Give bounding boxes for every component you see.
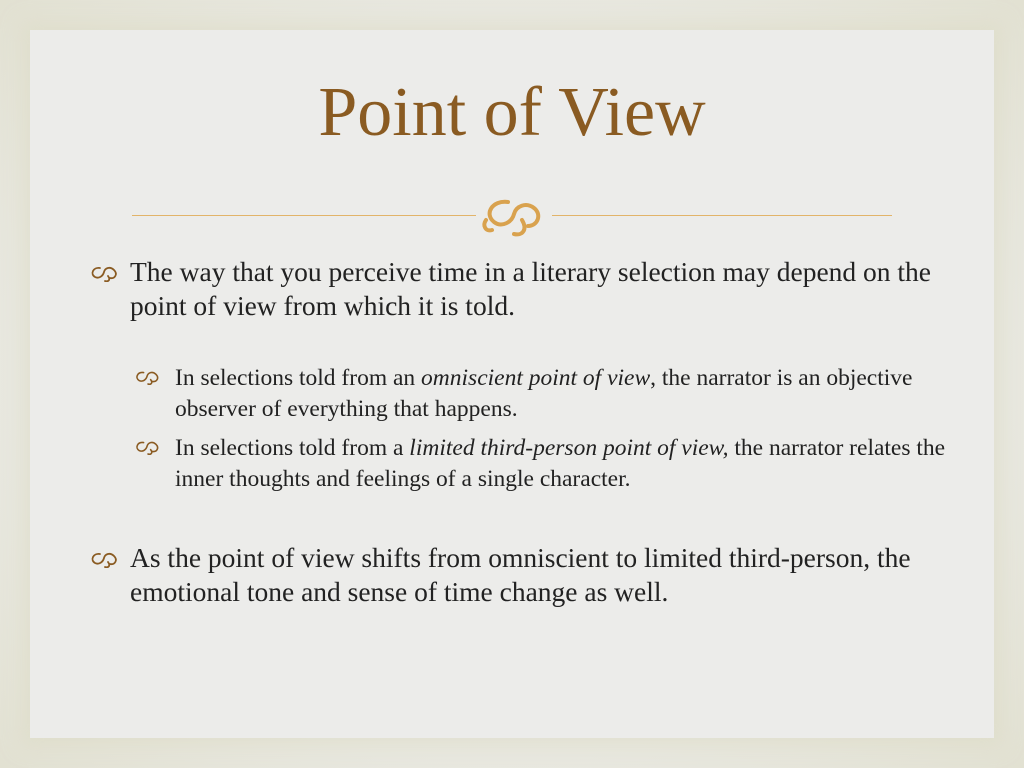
sub-bullet-emphasis: limited third-person point of view, bbox=[409, 435, 729, 461]
sub-bullet-emphasis: omniscient point of view bbox=[421, 365, 651, 391]
curlicue-bullet-icon bbox=[133, 369, 163, 385]
sub-bullet-text-prefix: In selections told from a bbox=[175, 435, 410, 461]
bullet-item bbox=[88, 541, 948, 609]
divider-rule-right bbox=[552, 215, 892, 216]
divider-rule-left bbox=[132, 215, 476, 216]
bullet-text: The way that you perceive time in a literary selection may depend on the point of view from which it is told. bbox=[130, 256, 932, 321]
curlicue-bullet-icon bbox=[133, 439, 163, 455]
bullet-item bbox=[88, 255, 948, 323]
title-divider bbox=[132, 192, 892, 238]
curlicue-ornament-icon bbox=[478, 192, 550, 238]
sub-bullet-text-suffix: the narrator relates the inner thoughts and feelings of a single character. bbox=[175, 435, 946, 492]
sub-bullet-item bbox=[133, 363, 948, 425]
sub-bullet-text-suffix: , the narrator is an objective observer of everything that happens. bbox=[175, 365, 913, 422]
bullet-text: As the point of view shifts from omniscient to limited third-person, the emotional tone and sense of time change as well. bbox=[130, 542, 911, 607]
curlicue-bullet-icon bbox=[88, 264, 122, 282]
slide-body bbox=[88, 255, 948, 609]
slide-title: Point of View bbox=[318, 74, 706, 151]
curlicue-bullet-icon bbox=[88, 550, 122, 568]
sub-bullet-item bbox=[133, 433, 948, 495]
sub-bullet-text-prefix: In selections told from an bbox=[175, 365, 422, 391]
